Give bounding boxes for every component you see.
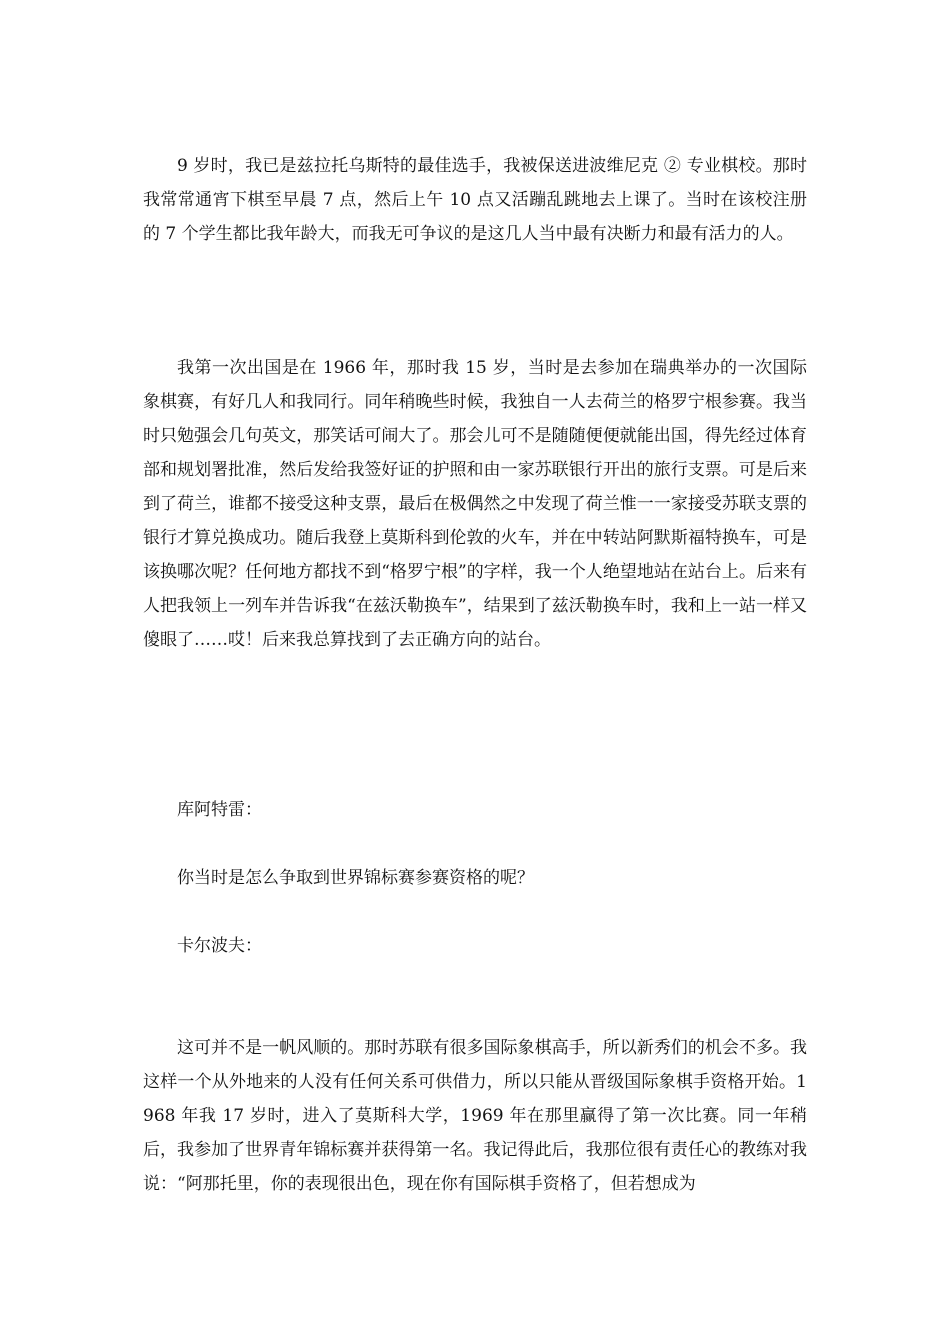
interview-question: 你当时是怎么争取到世界锦标赛参赛资格的呢？ — [177, 868, 534, 888]
speaker-label-karpov: 卡尔波夫： — [177, 936, 262, 956]
paragraph-first-trip-abroad: 我第一次出国是在 1966 年，那时我 15 岁，当时是去参加在瑞典举办的一次国际象棋赛，有好几人和我同行。同年稍晚些时候，我独自一人去荷兰的格罗宁根参赛。我当时只勉强会几句英文，那笑话可闹大了。那会儿可不是随随便便就能出国，得先经过体育部和规划署批准，然后发给我签好证的护照和由一家苏联银行开出的旅行支票。可是后来到了荷兰，谁都不接受这种支票，最后在极偶然之中发现了荷兰惟一一家接受苏联支票的银行才算兑换成功。随后我登上莫斯科到伦敦的火车，并在中转站阿默斯福特换车，可是该换哪次呢？任何地方都找不到“格罗宁根”的字样，我一个人绝望地站在站台上。后来有人把我领上一列车并告诉我“在兹沃勒换车”，结果到了兹沃勒换车时，我和上一站一样又傻眼了……哎！后来我总算找到了去正确方向的站台。 — [143, 358, 807, 650]
paragraph-childhood-chess-school: 9 岁时，我已是兹拉托乌斯特的最佳选手，我被保送进波维尼克 ② 专业棋校。那时我常常通宵下棋至早晨 7 点，然后上午 10 点又活蹦乱跳地去上课了。当时在该校注册的 7 个学生都比我年龄大，而我无可争议的是这几人当中最有决断力和最有活力的人。 — [143, 156, 807, 244]
paragraph-championship-qualification: 这可并不是一帆风顺的。那时苏联有很多国际象棋高手，所以新秀们的机会不多。我这样一个从外地来的人没有任何关系可供借力，所以只能从晋级国际象棋手资格开始。1968 年我 17 岁时，进入了莫斯科大学，1969 年在那里赢得了第一次比赛。同一年稍后，我参加了世界青年锦标赛并获得第一名。我记得此后，我那位很有责任心的教练对我说：“阿那托里，你的表现很出色，现在你有国际棋手资格了，但若想成为 — [143, 1038, 807, 1194]
speaker-label-interviewer: 库阿特雷： — [177, 800, 262, 820]
